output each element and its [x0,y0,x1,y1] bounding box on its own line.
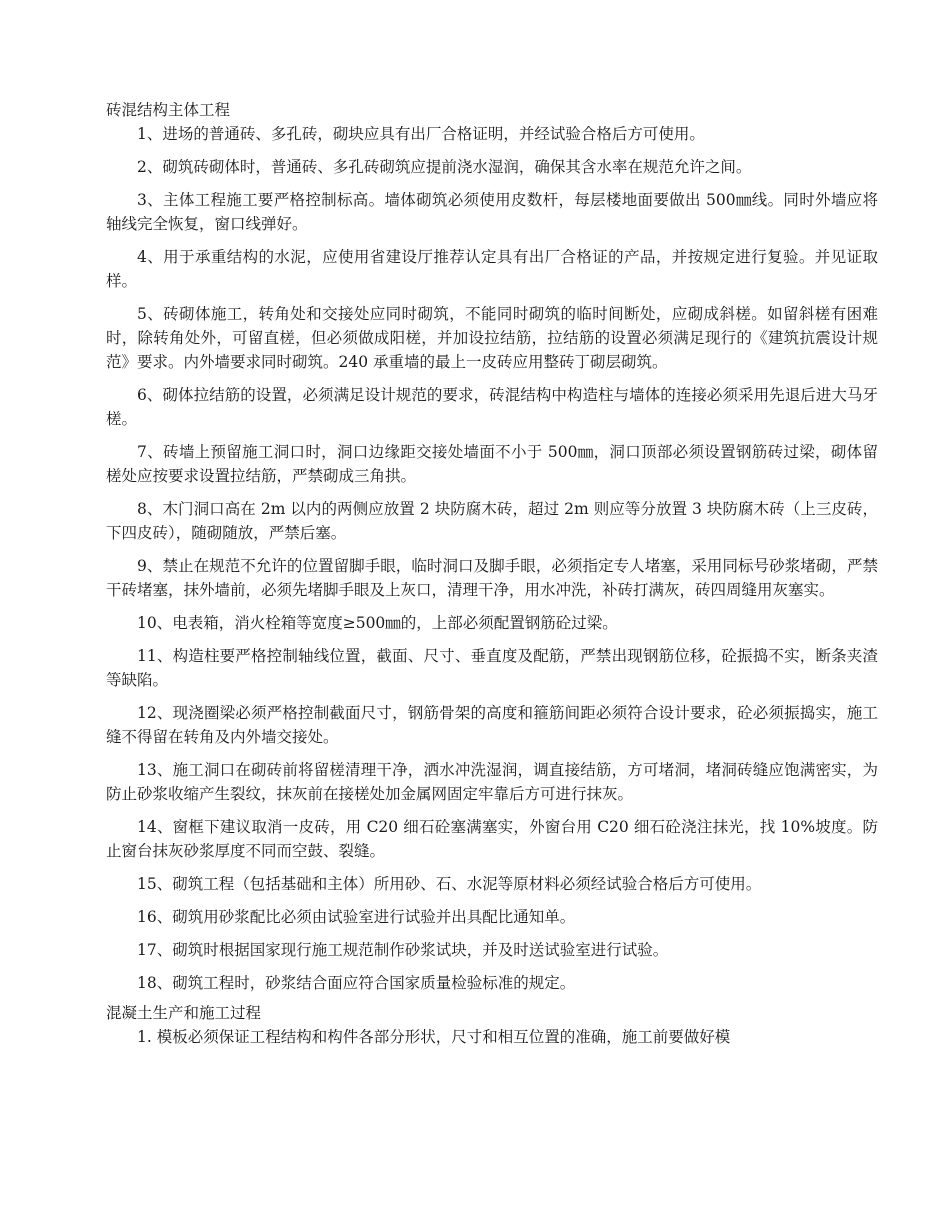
masonry-item-10: 10、电表箱，消火栓箱等宽度≥500㎜的，上部必须配置钢筋砼过梁。 [137,614,618,632]
masonry-item-5: 5、砖砌体施工，转角处和交接处应同时砌筑，不能同时砌筑的临时间断处，应砌成斜槎。如留斜槎有困难时，除转角处外，可留直槎，但必须做成阳槎，并加设拉结筋，拉结筋的设置必须满足现行的《建筑抗震设计规范》要求。内外墙要求同时砌筑。240 承重墙的最上一皮砖应用整砖丁砌层砌筑。 [106,305,878,371]
masonry-item-15: 15、砌筑工程（包括基础和主体）所用砂、石、水泥等原材料必须经试验合格后方可使用。 [137,875,762,893]
section-heading-concrete: 混凝土生产和施工过程 [106,1004,262,1022]
masonry-item-7: 7、砖墙上预留施工洞口时，洞口边缘距交接处墙面不小于 500㎜，洞口顶部必须设置钢筋砖过梁，砌体留槎处应按要求设置拉结筋，严禁砌成三角拱。 [106,443,878,485]
masonry-item-17: 17、砌筑时根据国家现行施工规范制作砂浆试块，并及时送试验室进行试验。 [137,941,669,959]
masonry-item-3: 3、主体工程施工要严格控制标高。墙体砌筑必须使用皮数杆，每层楼地面要做出 500㎜线。同时外墙应将轴线完全恢复，窗口线弹好。 [106,191,878,233]
masonry-item-16: 16、砌筑用砂浆配比必须由试验室进行试验并出具配比通知单。 [137,908,576,926]
masonry-item-6: 6、砌体拉结筋的设置，必须满足设计规范的要求，砖混结构中构造柱与墙体的连接必须采用先退后进大马牙槎。 [106,386,878,428]
masonry-item-14: 14、窗框下建议取消一皮砖，用 C20 细石砼塞满塞实，外窗台用 C20 细石砼浇注抹光，找 10%坡度。防止窗台抹灰砂浆厚度不同而空鼓、裂缝。 [106,818,878,860]
masonry-item-2: 2、砌筑砖砌体时，普通砖、多孔砖砌筑应提前浇水湿润，确保其含水率在规范允许之间。 [137,158,752,176]
masonry-item-18: 18、砌筑工程时，砂浆结合面应符合国家质量检验标准的规定。 [137,974,576,992]
concrete-item-1: 1. 模板必须保证工程结构和构件各部分形状，尺寸和相互位置的准确，施工前要做好模 [137,1028,731,1046]
masonry-item-1: 1、进场的普通砖、多孔砖，砌块应具有出厂合格证明，并经试验合格后方可使用。 [137,125,705,143]
masonry-item-13: 13、施工洞口在砌砖前将留槎清理干净，洒水冲洗湿润，调直接结筋，方可堵洞，堵洞砖缝应饱满密实，为防止砂浆收缩产生裂纹，抹灰前在接槎处加金属网固定牢靠后方可进行抹灰。 [106,761,878,803]
section-heading-masonry: 砖混结构主体工程 [106,101,231,119]
masonry-item-8: 8、木门洞口高在 2m 以内的两侧应放置 2 块防腐木砖，超过 2m 则应等分放置 3 块防腐木砖（上三皮砖，下四皮砖），随砌随放，严禁后塞。 [106,500,878,542]
masonry-item-4: 4、用于承重结构的水泥，应使用省建设厅推荐认定具有出厂合格证的产品，并按规定进行复验。并见证取样。 [106,248,878,290]
masonry-item-11: 11、构造柱要严格控制轴线位置，截面、尺寸、垂直度及配筋，严禁出现钢筋位移，砼振捣不实，断条夹渣等缺陷。 [106,647,878,689]
masonry-item-9: 9、禁止在规范不允许的位置留脚手眼，临时洞口及脚手眼，必须指定专人堵塞，采用同标号砂浆堵砌，严禁干砖堵塞，抹外墙前，必须先堵脚手眼及上灰口，清理干净，用水冲洗，补砖打满灰，砖四周缝用灰塞实。 [106,557,878,599]
document-body [106,98,878,1058]
masonry-item-12: 12、现浇圈梁必须严格控制截面尺寸，钢筋骨架的高度和箍筋间距必须符合设计要求，砼必须振捣实，施工缝不得留在转角及内外墙交接处。 [106,704,878,746]
